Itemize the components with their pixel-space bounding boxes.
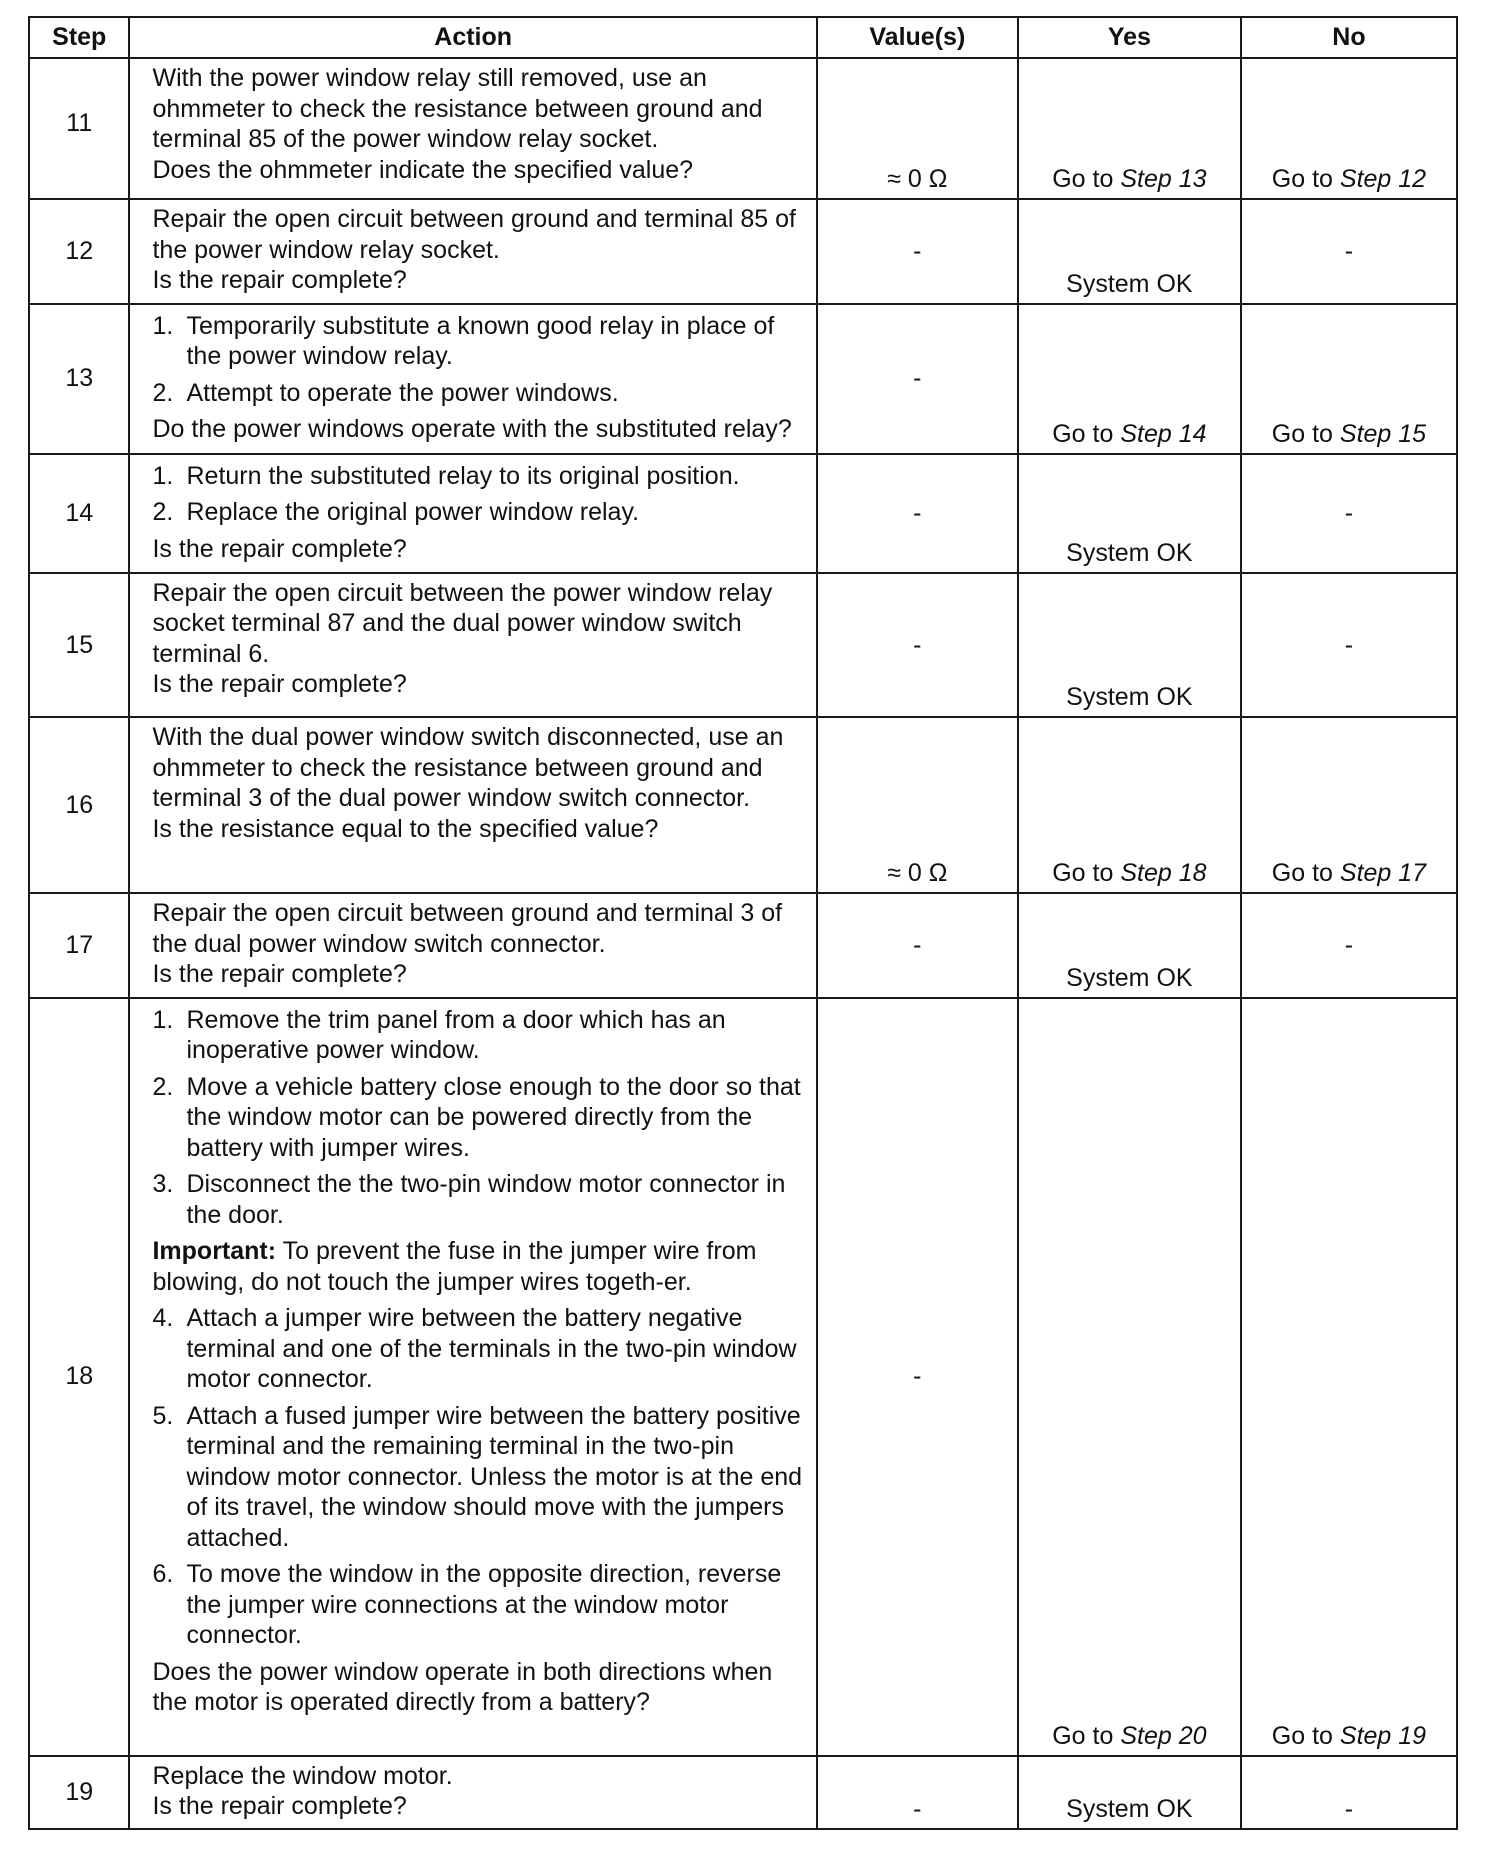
- step-number: 15: [29, 573, 129, 717]
- action-cell: [129, 717, 816, 893]
- yes-cell: System OK: [1018, 1756, 1241, 1829]
- action-cell: [129, 454, 816, 573]
- goto-prefix: Go to: [1052, 165, 1114, 194]
- no-cell: -: [1241, 1756, 1457, 1829]
- action-text: Repair the open circuit between ground and terminal 85 of the power window relay socket.: [152, 205, 796, 264]
- yes-cell: Go to Step 14: [1018, 304, 1241, 454]
- yes-cell: System OK: [1018, 199, 1241, 304]
- action-cell: [129, 573, 816, 717]
- table-row: [29, 454, 1457, 573]
- list-item: 2. Move a vehicle battery close enough to the door so that the window motor can be powered directly from the battery with jumper wires.: [152, 1072, 801, 1162]
- value-cell: -: [817, 304, 1018, 454]
- action-text: Repair the open circuit between the power window relay socket terminal 87 and the dual power window switch terminal 6.: [152, 578, 773, 668]
- header-action: Action: [129, 17, 816, 58]
- table-row: [29, 199, 1457, 304]
- action-text: Repair the open circuit between ground and terminal 3 of the dual power window switch connector.: [152, 899, 783, 958]
- action-cell: [129, 998, 816, 1756]
- action-cell: [129, 893, 816, 998]
- list-item: 1. Remove the trim panel from a door which has an inoperative power window.: [152, 1005, 726, 1065]
- list-item: 6. To move the window in the opposite direction, reverse the jumper wire connections at the window motor connector.: [152, 1560, 782, 1650]
- goto-step-link[interactable]: Step 17: [1339, 859, 1427, 888]
- value-cell: -: [817, 454, 1018, 573]
- header-values: Value(s): [817, 17, 1018, 58]
- step-number: 17: [29, 893, 129, 998]
- no-cell: -: [1241, 454, 1457, 573]
- goto-prefix: Go to: [1271, 165, 1333, 194]
- table-row: [29, 893, 1457, 998]
- goto-step-link[interactable]: Step 18: [1120, 859, 1207, 888]
- action-cell: [129, 1756, 816, 1829]
- table-row: [29, 717, 1457, 893]
- instruction-list: [152, 311, 805, 409]
- step-number: 12: [29, 199, 129, 304]
- yes-cell: System OK: [1018, 893, 1241, 998]
- action-question: Is the repair complete?: [152, 960, 407, 989]
- no-cell: -: [1241, 573, 1457, 717]
- header-row: [29, 17, 1457, 58]
- goto-step-link[interactable]: Step 13: [1120, 165, 1207, 194]
- action-question: Do the power windows operate with the substituted relay?: [152, 415, 792, 444]
- instruction-list: [152, 1303, 805, 1651]
- instruction-list: [152, 461, 805, 528]
- no-cell: Go to Step 15: [1241, 304, 1457, 454]
- list-item: 1. Temporarily substitute a known good relay in place of the power window relay.: [152, 311, 775, 371]
- action-cell: [129, 58, 816, 199]
- action-text: With the dual power window switch disconnected, use an ohmmeter to check the resistance between ground and terminal 3 of the dual power window switch connector.: [152, 723, 784, 813]
- yes-cell: Go to Step 18: [1018, 717, 1241, 893]
- no-cell: Go to Step 17: [1241, 717, 1457, 893]
- value-cell: -: [817, 573, 1018, 717]
- goto-step-link[interactable]: Step 20: [1120, 1721, 1207, 1750]
- table-row: [29, 573, 1457, 717]
- value-cell: ≈ 0 Ω: [817, 58, 1018, 199]
- yes-cell: System OK: [1018, 573, 1241, 717]
- step-number: 13: [29, 304, 129, 454]
- goto-step-link[interactable]: Step 15: [1339, 419, 1427, 448]
- diagnostic-table: [28, 16, 1458, 1830]
- action-text: Replace the window motor.: [152, 1761, 453, 1790]
- header-step: Step: [29, 17, 129, 58]
- list-item: 2. Replace the original power window relay.: [152, 498, 640, 527]
- list-item: 3. Disconnect the the two-pin window motor connector in the door.: [152, 1170, 786, 1229]
- step-number: 19: [29, 1756, 129, 1829]
- action-cell: [129, 199, 816, 304]
- action-text: With the power window relay still removed, use an ohmmeter to check the resistance between ground and terminal 85 of the power window relay socket.: [152, 64, 763, 153]
- no-cell: Go to Step 19: [1241, 998, 1457, 1756]
- step-number: 16: [29, 717, 129, 893]
- value-cell: -: [817, 893, 1018, 998]
- action-question: Is the repair complete?: [152, 670, 407, 699]
- goto-step-link[interactable]: Step 14: [1120, 419, 1207, 448]
- list-item: 5. Attach a fused jumper wire between the battery positive terminal and the remaining terminal in the two-pin window motor connector. Unless the motor is at the end of its travel, the window should move with the jumpers attached.: [152, 1401, 803, 1552]
- list-item: 4. Attach a jumper wire between the battery negative terminal and one of the terminals in the two-pin window motor connector.: [152, 1304, 797, 1394]
- list-item: 1. Return the substituted relay to its original position.: [152, 461, 740, 490]
- instruction-list: [152, 1005, 805, 1231]
- action-question: Is the repair complete?: [152, 1792, 407, 1821]
- header-no: No: [1241, 17, 1457, 58]
- header-yes: Yes: [1018, 17, 1241, 58]
- action-question: Does the power window operate in both directions when the motor is operated directly from a battery?: [152, 1657, 773, 1717]
- value-cell: ≈ 0 Ω: [817, 717, 1018, 893]
- goto-step-link[interactable]: Step 19: [1339, 1721, 1427, 1750]
- list-item: 2. Attempt to operate the power windows.: [152, 378, 619, 407]
- step-number: 11: [29, 58, 129, 199]
- action-question: Is the repair complete?: [152, 266, 407, 295]
- important-note: Important: To prevent the fuse in the jumper wire from blowing, do not touch the jumper wires togeth-er.: [152, 1237, 757, 1296]
- no-cell: -: [1241, 199, 1457, 304]
- table-row: [29, 1756, 1457, 1829]
- no-cell: [1241, 58, 1457, 199]
- action-question: Is the resistance equal to the specified value?: [152, 814, 659, 843]
- table-row: [29, 58, 1457, 199]
- value-cell: -: [817, 998, 1018, 1756]
- step-number: 14: [29, 454, 129, 573]
- action-question: Is the repair complete?: [152, 534, 407, 563]
- table-row: [29, 998, 1457, 1756]
- action-cell: [129, 304, 816, 454]
- step-number: 18: [29, 998, 129, 1756]
- yes-cell: System OK: [1018, 454, 1241, 573]
- table-row: [29, 304, 1457, 454]
- no-cell: -: [1241, 893, 1457, 998]
- action-question: Does the ohmmeter indicate the specified value?: [152, 155, 694, 184]
- goto-step-link[interactable]: Step 12: [1339, 165, 1427, 194]
- value-cell: -: [817, 199, 1018, 304]
- yes-cell: [1018, 58, 1241, 199]
- yes-cell: Go to Step 20: [1018, 998, 1241, 1756]
- value-cell: -: [817, 1756, 1018, 1829]
